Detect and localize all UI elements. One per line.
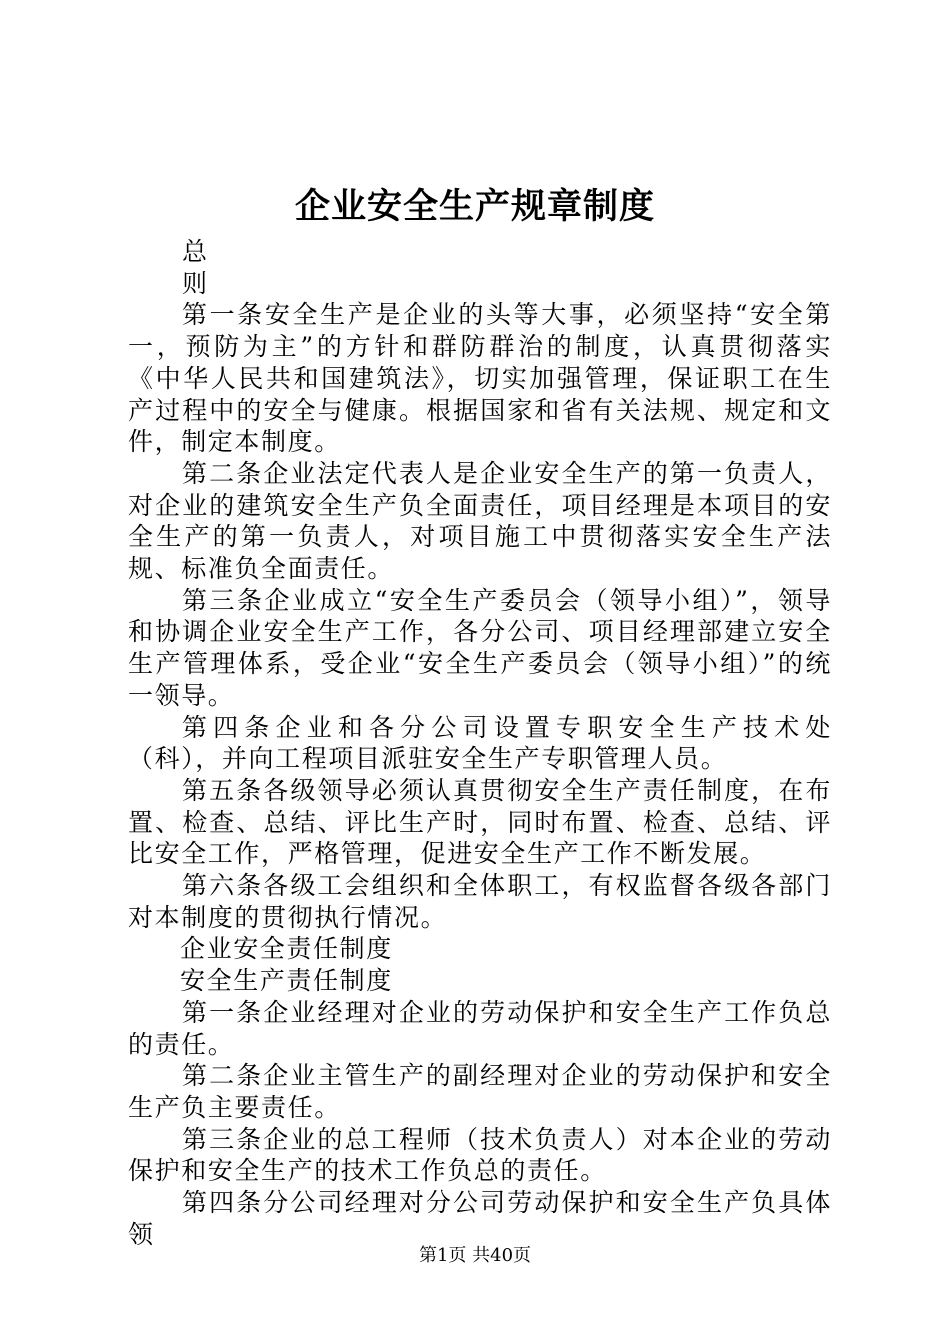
section-heading-general-1: 总 (182, 237, 209, 266)
section-heading-general-2: 则 (182, 268, 209, 298)
article-general-4: 第四条企业和各分公司设置专职安全生产技术处（科），并向工程项目派驻安全生产专职管理人员。 (128, 712, 832, 774)
article-general-2: 第二条企业法定代表人是企业安全生产的第一负责人，对企业的建筑安全生产负全面责任，项目经理是本项目的安全生产的第一负责人，对项目施工中贯彻落实安全生产法规、标准负全面责任。 (128, 458, 832, 584)
article-responsibility-3: 第三条企业的总工程师（技术负责人）对本企业的劳动保护和安全生产的技术工作负总的责任。 (128, 1124, 832, 1186)
article-responsibility-1: 第一条企业经理对企业的劳动保护和安全生产工作负总的责任。 (128, 997, 832, 1059)
document-body (128, 236, 832, 1251)
page-footer: 第1页 共40页 (418, 1245, 532, 1266)
article-responsibility-2: 第二条企业主管生产的副经理对企业的劳动保护和安全生产负主要责任。 (128, 1061, 832, 1122)
article-responsibility-4: 第四条分公司经理对分公司劳动保护和安全生产负具体领 (128, 1188, 832, 1249)
article-general-5: 第五条各级领导必须认真贯彻安全生产责任制度，在布置、检查、总结、评比生产时，同时布置、检查、总结、评比安全工作，严格管理，促进安全生产工作不断发展。 (128, 775, 832, 869)
subsection-heading-responsibility: 安全生产责任制度 (180, 966, 393, 996)
article-general-3: 第三条企业成立“安全生产委员会（领导小组）”，领导和协调企业安全生产工作，各分公司、项目经理部建立安全生产管理体系，受企业“安全生产委员会（领导小组）”的统一领导。 (128, 585, 832, 710)
document-title: 企业安全生产规章制度 (294, 186, 655, 227)
article-general-6: 第六条各级工会组织和全体职工，有权监督各级各部门对本制度的贯彻执行情况。 (128, 871, 832, 932)
section-heading-responsibility: 企业安全责任制度 (180, 934, 393, 964)
article-general-1: 第一条安全生产是企业的头等大事，必须坚持“安全第一，预防为主”的方针和群防群治的制度，认真贯彻落实《中华人民共和国建筑法》，切实加强管理，保证职工在生产过程中的安全与健康。根据国家和省有关法规、规定和文件，制定本制度。 (128, 300, 832, 457)
